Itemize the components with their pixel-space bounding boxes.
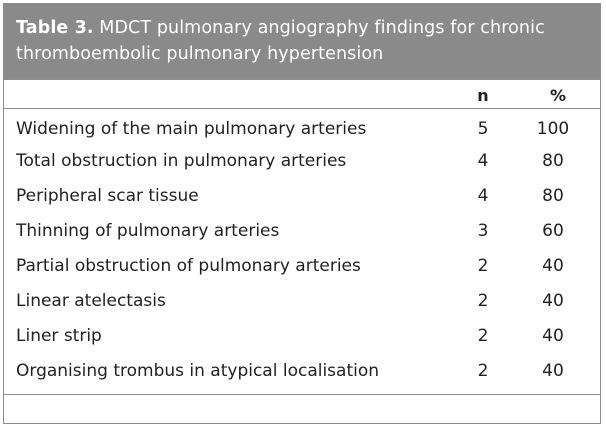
table-caption-text: MDCT pulmonary angiography findings for chronic thromboembolic pulmonary hypertension — [16, 18, 545, 64]
row-n: 2 — [477, 255, 489, 276]
row-finding: Peripheral scar tissue — [16, 185, 199, 206]
table-row — [4, 143, 600, 178]
row-finding: Thinning of pulmonary arteries — [16, 220, 280, 241]
table-frame — [3, 3, 601, 424]
table-row — [4, 283, 600, 318]
row-percent: 80 — [542, 185, 564, 206]
table-caption — [4, 4, 600, 78]
row-finding: Linear atelectasis — [16, 290, 166, 311]
table-row — [4, 108, 600, 143]
table-row — [4, 178, 600, 213]
row-finding: Total obstruction in pulmonary arteries — [16, 150, 347, 171]
row-n: 2 — [477, 325, 489, 346]
row-percent: 40 — [542, 325, 564, 346]
row-n: 2 — [477, 290, 489, 311]
header-finding — [4, 80, 450, 108]
header-n: n — [450, 80, 516, 108]
row-percent: 40 — [542, 290, 564, 311]
header-percent: % — [516, 80, 600, 108]
row-finding: Liner strip — [16, 325, 102, 346]
row-percent: 80 — [542, 150, 564, 171]
row-n: 5 — [477, 118, 489, 139]
row-percent: 60 — [542, 220, 564, 241]
row-percent: 40 — [542, 360, 564, 381]
row-n: 2 — [477, 360, 489, 381]
row-n: 4 — [477, 150, 489, 171]
table-row — [4, 318, 600, 353]
row-n: 3 — [477, 220, 489, 241]
findings-table — [4, 80, 600, 388]
row-finding: Widening of the main pulmonary arteries — [16, 118, 367, 139]
table-row — [4, 353, 600, 388]
row-percent: 100 — [536, 118, 570, 139]
table-header-row — [4, 80, 600, 108]
row-finding: Partial obstruction of pulmonary arteries — [16, 255, 361, 276]
row-finding: Organising trombus in atypical localisation — [16, 360, 380, 381]
table-row — [4, 248, 600, 283]
table-row — [4, 213, 600, 248]
row-n: 4 — [477, 185, 489, 206]
table-caption-number: Table 3. — [16, 18, 94, 38]
table-bottom-rule — [4, 394, 600, 395]
row-percent: 40 — [542, 255, 564, 276]
